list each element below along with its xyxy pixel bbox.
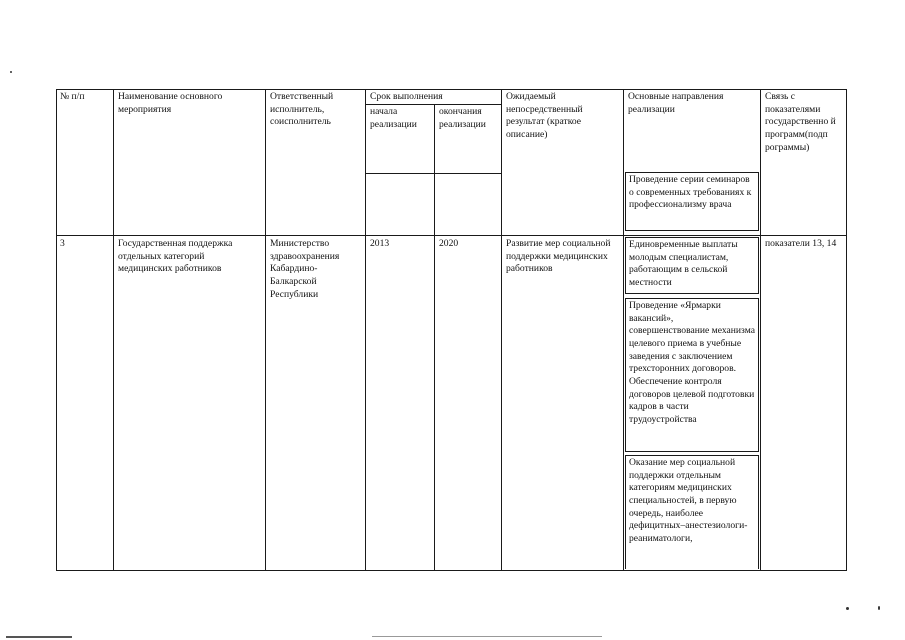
header-end: окончания реализации	[439, 106, 486, 130]
header-responsible: Ответственный исполнитель, соисполнитель	[270, 91, 334, 128]
direction-box-job-fair: Проведение «Ярмарки вакансий», совершенствование механизма целевого приема в учебные заведения с заключением трехсторонних договоров. Обеспечение контроля договоров целевой подготовки кадров в части трудоустройства	[625, 298, 759, 452]
col-border-4	[434, 104, 435, 571]
table-top-border	[56, 89, 847, 90]
row-start-year: 2013	[370, 238, 390, 249]
period-subheader-rule	[365, 104, 501, 105]
row-responsible: Министерство здравоохранения Кабардино-Балкарской Республики	[270, 238, 340, 300]
direction-box-social-support: Оказание мер социальной поддержки отдельным категориям медицинских специальностей, в первую очередь, наиболее дефицитных–анестезиологи-реаниматологи,	[625, 455, 759, 569]
scan-speck	[846, 607, 849, 610]
scan-speck	[878, 606, 880, 610]
col-border-1	[113, 89, 114, 571]
header-period: Срок выполнения	[370, 91, 443, 102]
table-bottom-border	[56, 570, 847, 571]
row-end-year: 2020	[439, 238, 459, 249]
direction-box-seminars: Проведение серии семинаров о современных требованиях к профессионализму врача	[625, 172, 759, 231]
scan-edge-mark	[372, 636, 602, 637]
col-border-5	[501, 89, 502, 571]
header-link: Связь с показателями государственно й программ(подп рограммы)	[765, 91, 836, 153]
direction-box-payments: Единовременные выплаты молодым специалистам, работающим в сельской местности	[625, 237, 759, 294]
col-border-0	[56, 89, 57, 571]
row-link: показатели 13, 14	[765, 238, 837, 249]
col-border-7	[760, 89, 761, 571]
row-name: Государственная поддержка отдельных категорий медицинских работников	[118, 238, 233, 275]
col-border-2	[265, 89, 266, 571]
col-border-6	[623, 89, 624, 571]
header-bottom-rule	[56, 235, 847, 236]
header-directions: Основные направления реализации	[628, 91, 724, 115]
col-border-3	[365, 89, 366, 571]
header-result: Ожидаемый непосредственный результат (краткое описание)	[506, 91, 583, 140]
scan-edge-mark	[6, 636, 72, 638]
header-name: Наименование основного мероприятия	[118, 91, 223, 115]
header-start: начала реализации	[370, 106, 417, 130]
scan-speck	[10, 71, 12, 73]
header-num: № п/п	[60, 91, 85, 102]
period-inner-rule	[365, 173, 501, 174]
row-num: 3	[60, 238, 65, 249]
row-result: Развитие мер социальной поддержки медицинских работников	[506, 238, 611, 275]
col-border-8	[846, 89, 847, 571]
